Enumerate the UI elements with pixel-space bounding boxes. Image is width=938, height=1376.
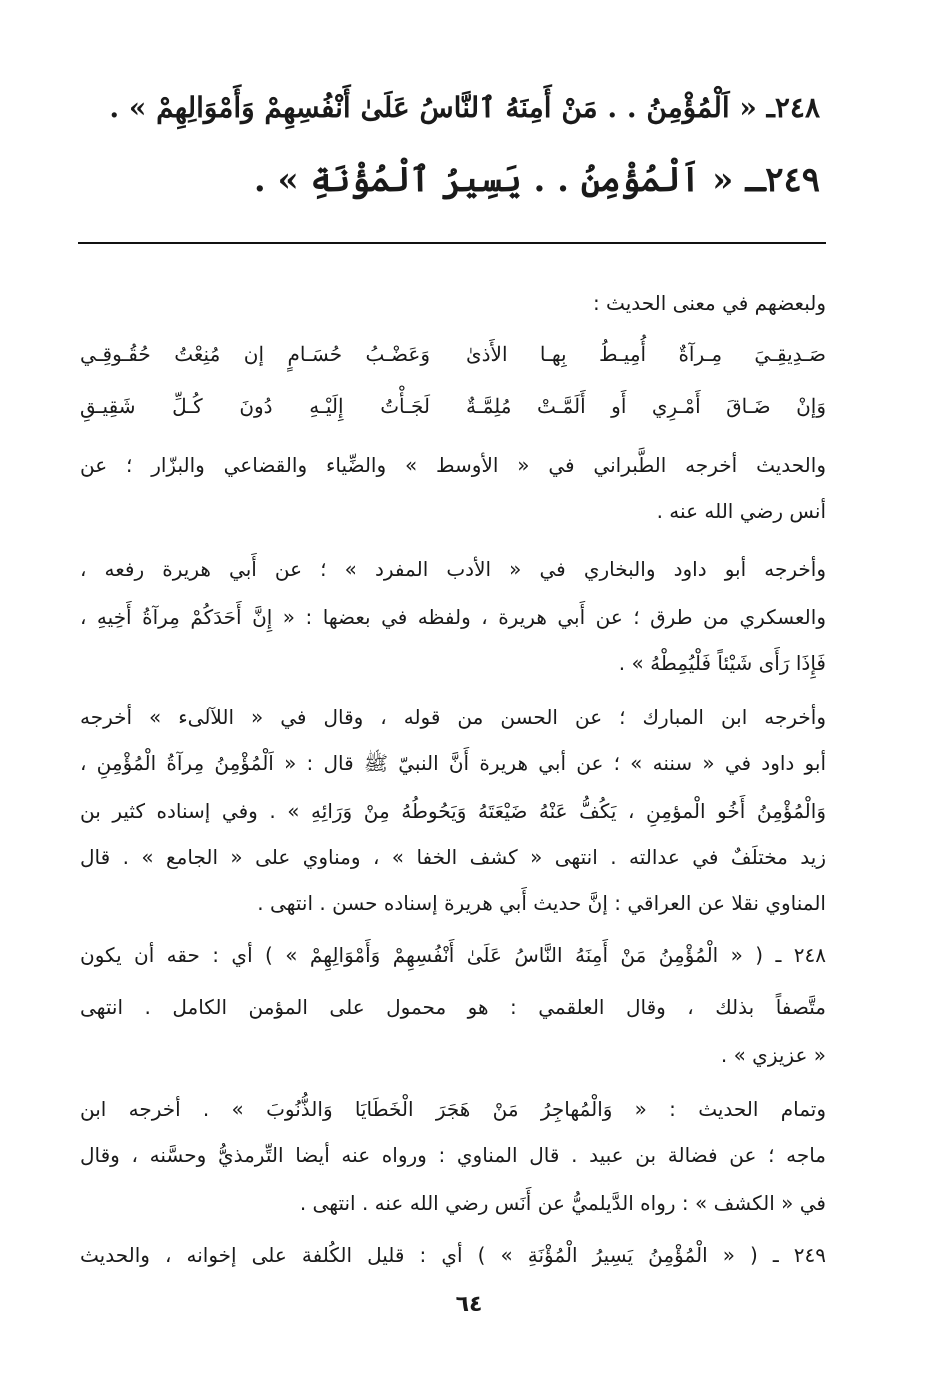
text-line: ٢٤٨ ـ ( « الْمُؤْمِنُ مَنْ أَمِنَهُ النَّاسُ عَلَىٰ أَنْفُسِهِمْ وَأَمْوَالِهِمْ » ) أي : حقه أن يكون	[80, 943, 826, 967]
text-line: وأخرجه ابن المبارك ؛ عن الحسن من قوله ، وقال في « اللآلىء » أخرجه	[80, 705, 826, 729]
text-line: ماجه ؛ عن فضالة بن عبيد . قال المناوي : ورواه عنه أيضا التِّرمذيُّ وحسَّنه ، وقال	[80, 1143, 826, 1167]
verse-2-first-hemistich: وَإنْ ضَـاقَ أَمْـرِي أَو أَلَمَّـتْ مُلِمَّـةٌ	[466, 394, 826, 418]
hadith-249-text: ٢٤٩ـ « اَلْمُؤْمِنُ . . يَسِيرُ ٱلْمُؤْنَةِ » .	[253, 160, 820, 200]
text-line: المناوي نقلا عن العراقي : إنَّ حديث أَبي هريرة إسناده حسن . انتهى .	[257, 891, 826, 915]
verse-1-first-hemistich: صَـدِيقِـيَ مِـرآةٌ أُمِيـطُ بِهـا الأَذىٰ	[466, 342, 826, 366]
hadith-248-text: ٢٤٨ـ « اَلْمُؤْمِنُ . . مَنْ أَمِنَهُ ٱلنَّاسُ عَلَىٰ أَنْفُسِهِمْ وَأَمْوَالِهِمْ » .	[109, 91, 820, 124]
text-line: زيد مختلَفٌ في عدالته . انتهى « كشف الخفا » ، ومناوي على « الجامع » . قال	[80, 845, 826, 869]
verse-2-second-hemistich: لَجَـأْتُ إِلَيْـهِ دُونَ كُـلِّ شَقِيـقِ	[80, 394, 430, 418]
separator-rule	[78, 242, 826, 244]
commentary-intro: ولبعضهم في معنى الحديث :	[592, 291, 826, 315]
text-line: فَإِذَا رَأَى شَيْئاً فَلْيُمِطْهُ » .	[618, 651, 826, 675]
text-line: أنس رضي الله عنه .	[656, 499, 826, 523]
text-line: والحديث أخرجه الطَّبراني في « الأوسط » والضِّياء والقضاعي والبزّار ؛ عن	[80, 453, 826, 477]
verse-line-1	[80, 332, 826, 376]
text-line: « عزيزي » .	[720, 1043, 826, 1067]
text-line: متَّصفاً بذلك ، وقال العلقمي : هو محمول على المؤمن الكامل . انتهى	[80, 995, 826, 1019]
text-line: وأخرجه أبو داود والبخاري في « الأدب المفرد » ؛ عن أَبي هريرة رفعه ،	[80, 557, 826, 581]
verse-line-2	[80, 384, 826, 428]
text-line: في « الكشف » : رواه الدَّيلميُّ عن أَنَس رضي الله عنه . انتهى .	[299, 1191, 826, 1215]
text-line: ٢٤٩ ـ ( « الْمُؤْمِنُ يَسِيرُ الْمُؤْنَةِ » ) أي : قليل الكُلفة على إخوانه ، والحديث	[80, 1243, 826, 1267]
verse-1-second-hemistich: وَعَضْـبُ حُسَـامٍ إن مُنِعْتُ حُقُـوقِـي	[80, 342, 430, 366]
text-line: أبو داود في « سننه » ؛ عن أبي هريرة أَنَّ النبيّ ﷺ قال : « اَلْمُؤْمِنُ مِرآةُ الْمُؤْمِنِ ،	[80, 751, 826, 775]
text-line: والعسكري من طرق ؛ عن أَبي هريرة ، ولفظه في بعضها : « إِنَّ أَحَدَكُمْ مِرآةُ أَخِيهِ ،	[80, 605, 826, 629]
text-line: وَالْمُؤْمِنُ أَخُو الْمؤمِنِ ، يَكُفُّ عَنْهُ ضَيْعَتَهُ وَيَحُوطُهُ مِنْ وَرَائِهِ » . وفي إسناده كثير بن	[80, 799, 826, 823]
text-line: وتمام الحديث : « وَالْمُهاجِرُ مَنْ هَجَرَ الْخَطَايَا وَالذُّنُوبَ » . أخرجه ابن	[80, 1097, 826, 1121]
page-number: ٦٤	[455, 1292, 483, 1317]
